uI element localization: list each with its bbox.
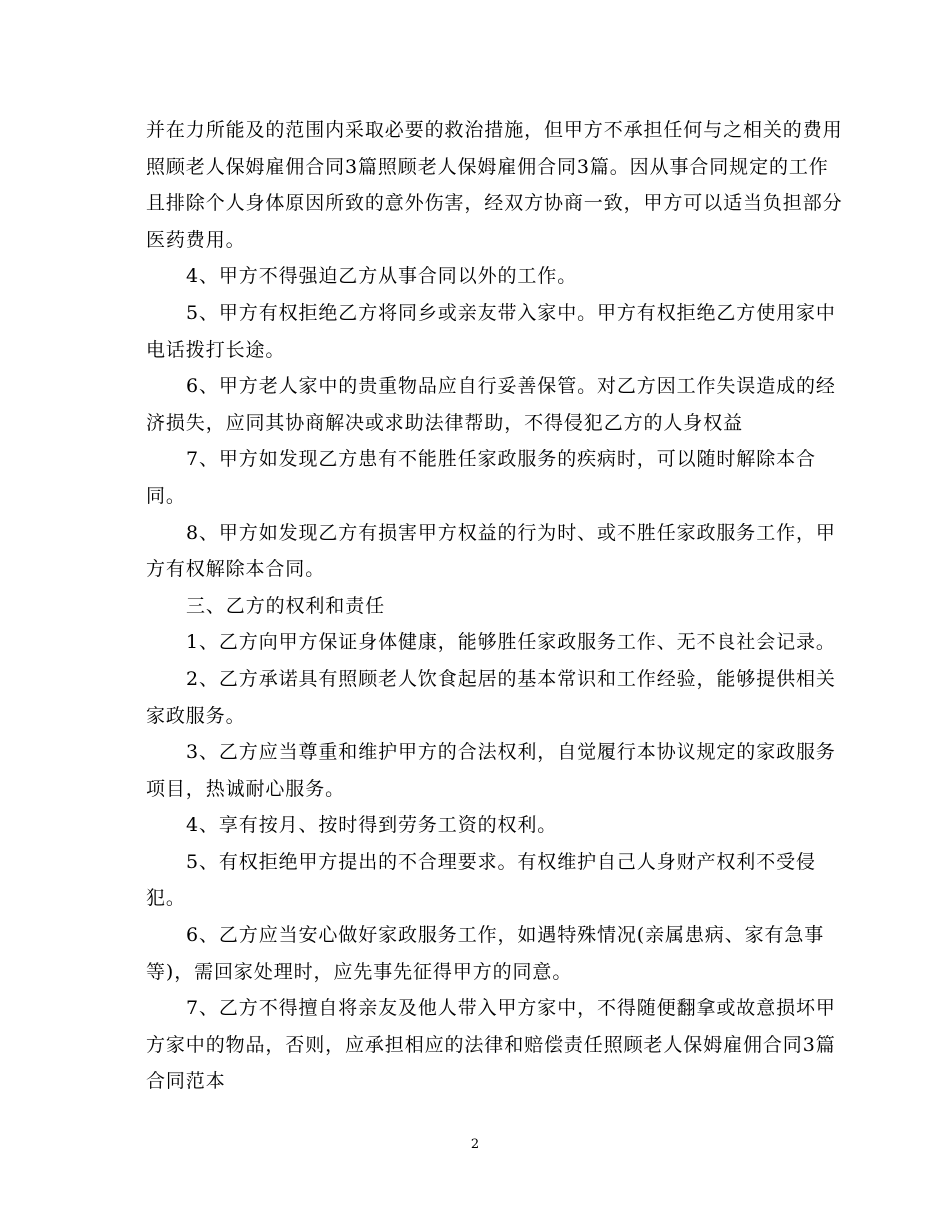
paragraph [146,112,843,258]
text-line: 并在力所能及的范围内采取必要的救治措施，但甲方不承担任何与之相关的费用 [146,119,843,141]
text-line: 项目，热诚耐心服务。 [146,777,346,800]
text-line: 2、乙方承诺具有照顾老人饮食起居的基本常识和工作经验，能够提供相关 [186,667,836,690]
paragraph [146,368,836,441]
paragraph [146,990,836,1100]
text-line: 方家中的物品，否则，应承担相应的法律和赔偿责任照顾老人保姆雇佣合同3篇 [146,1033,836,1056]
document-body [146,112,843,1100]
text-line: 1、乙方向甲方保证身体健康，能够胜任家政服务工作、无不良社会记录。 [186,631,836,654]
paragraph [146,588,810,625]
paragraph [146,661,836,734]
text-line: 6、乙方应当安心做好家政服务工作，如遇特殊情况(亲属患病、家有急事 [186,924,825,947]
paragraph [146,295,836,368]
text-line: 且排除个人身体原因所致的意外伤害，经双方协商一致，甲方可以适当负担部分 [146,192,843,215]
text-line: 4、甲方不得强迫乙方从事合同以外的工作。 [186,265,578,288]
text-line: 合同范本 [146,1070,226,1093]
paragraph [146,258,810,295]
text-line: 方有权解除本合同。 [146,558,326,581]
paragraph [146,624,836,661]
text-line: 犯。 [146,887,186,910]
text-line: 同。 [146,484,186,507]
paragraph [146,807,810,844]
text-line: 家政服务。 [146,704,246,727]
text-line: 医药费用。 [146,228,246,251]
text-line: 济损失，应同其协商解决或求助法律帮助，不得侵犯乙方的人身权益 [146,411,744,434]
text-line: 4、享有按月、按时得到劳务工资的权利。 [186,814,558,837]
paragraph [146,917,825,990]
text-line: 照顾老人保姆雇佣合同3篇照顾老人保姆雇佣合同3篇。因从事合同规定的工作 [146,155,829,178]
text-line: 6、甲方老人家中的贵重物品应自行妥善保管。对乙方因工作失误造成的经 [186,375,836,398]
text-line: 三、乙方的权利和责任 [186,594,386,617]
page-number: 2 [470,1137,480,1152]
paragraph [146,844,816,917]
text-line: 等)，需回家处理时，应先事先征得甲方的同意。 [146,960,573,983]
text-line: 8、甲方如发现乙方有损害甲方权益的行为时、或不胜任家政服务工作，甲 [186,521,836,544]
text-line: 3、乙方应当尊重和维护甲方的合法权利，自觉履行本协议规定的家政服务 [186,741,836,764]
text-line: 5、有权拒绝甲方提出的不合理要求。有权维护自己人身财产权利不受侵 [186,850,816,873]
paragraph [146,515,836,588]
paragraph [146,441,816,514]
text-line: 7、乙方不得擅自将亲友及他人带入甲方家中，不得随便翻拿或故意损坏甲 [186,997,836,1020]
text-line: 7、甲方如发现乙方患有不能胜任家政服务的疾病时，可以随时解除本合 [186,448,816,471]
text-line: 电话拨打长途。 [146,338,286,361]
text-line: 5、甲方有权拒绝乙方将同乡或亲友带入家中。甲方有权拒绝乙方使用家中 [186,301,836,324]
paragraph [146,734,836,807]
